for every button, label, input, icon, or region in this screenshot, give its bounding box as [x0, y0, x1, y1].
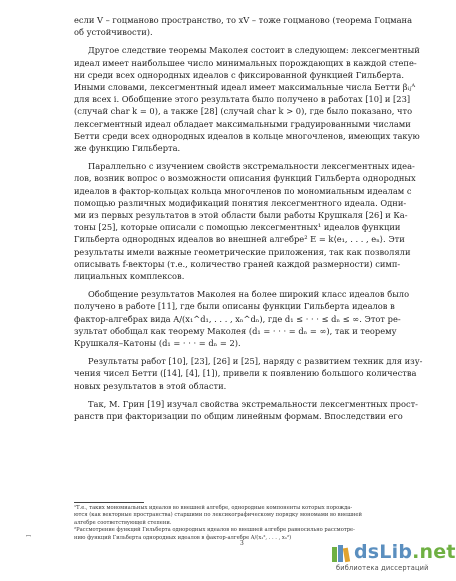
watermark-logo: [354, 541, 456, 563]
text-line: помощью различных модификаций понятия лексегментного идеала. Одни-: [74, 197, 407, 208]
paragraph-list: [74, 14, 423, 422]
text-line: Так, М. Грин [19] изучал свойства экстремальности лексегментных прост-: [88, 398, 418, 409]
text-line: лициальных комплексов.: [74, 271, 185, 282]
page-number: 3: [240, 540, 244, 547]
text-line: фактор-алгебрах вида A/(x₁^d₁, . . . , xₙ^dₙ), где d₁ ≤ · · · ≤ dₙ ≤ ∞. Этот ре-: [74, 313, 401, 324]
watermark-subtitle: библиотека диссертаций: [336, 564, 429, 572]
paragraph: [74, 355, 423, 392]
text-line: ни среди всех однородных идеалов с фиксированной функцией Гильберта.: [74, 69, 404, 80]
text-line: Параллельно с изучением свойств экстремальности лексегментных идеа-: [88, 161, 415, 172]
paragraph: [74, 160, 416, 282]
watermark-logo-main: dsLib: [354, 541, 413, 563]
text-line: получено в работе [11], где были описаны функции Гильберта идеалов в: [74, 301, 395, 312]
paragraph: [74, 14, 413, 38]
text-line: чения чисел Бетти ([14], [4], [1]), привели к появлению большого количества: [74, 368, 417, 379]
text-line: Гильберта однородных идеалов во внешней алгебре² E = k⟨e₁, . . . , eₙ⟩. Эти: [74, 234, 405, 245]
text-line: зультат обобщал как теорему Маколея (d₁ = · · · = dₙ = ∞), так и теорему: [74, 325, 397, 336]
footnote-line: ²Рассмотрение функций Гильберта однородных идеалов во внешней алгебре равносильно рассмотре-: [74, 527, 355, 534]
text-line: лов, возник вопрос о возможности описания функций Гильберта однородных: [74, 173, 416, 184]
text-line: ми из первых результатов в этой области были работы Крушкаля [26] и Ка-: [74, 210, 408, 221]
footnote-line: нию функций Гильберта однородных идеалов в фактор-алгебре A/(x₁², . . . , xₙ²): [74, 534, 292, 541]
text-line: для всех i. Обобщение этого результата было получено в работах [10] и [23]: [74, 94, 411, 105]
paragraph: [74, 44, 420, 154]
watermark-logo-suffix: .net: [412, 541, 456, 563]
text-line: Крушкаля–Катоны (d₁ = · · · = dₙ = 2).: [74, 338, 241, 349]
footnote-line: алгебре соответствующей степени.: [74, 519, 172, 526]
footnotes: [74, 505, 410, 542]
paragraph: [74, 288, 410, 349]
text-line: Бетти среди всех однородных идеалов в кольце многочленов, имеющих такую: [74, 130, 420, 141]
text-line: лексегментный идеал обладает максимальными градуированными числами: [74, 118, 411, 129]
margin-mark: ꟷ: [26, 533, 31, 540]
text-line: описывать f-векторы (т.е., количество граней каждой размерности) симп-: [74, 258, 401, 269]
watermark: [330, 541, 456, 575]
text-line: идеалов в фактор-кольцах кольца многочленов по мономиальным идеалам с: [74, 185, 412, 196]
text-line: если V – гоцманово пространство, то xV – тоже гоцманово (теорема Гоцмана: [74, 15, 413, 25]
text-line: Результаты работ [10], [23], [26] и [25], наряду с развитием техник для изу-: [88, 356, 423, 367]
text-line: Иными словами, лексегментный идеал имеет максимальные числа Бетти βᵢⱼᴬ: [74, 82, 416, 93]
text-line: (случай char k = 0), а также [28] (случай char k > 0), где было показано, что: [74, 106, 413, 117]
footnote-line: ются (как векторные пространства) старшими по лексикографическому порядку мономами во внешней: [74, 512, 362, 519]
footnote-line: ¹Т.е., таких мономиальных идеалов во внешней алгебре, однородные компоненты которых порожда-: [74, 505, 353, 511]
footnote-separator: [74, 502, 144, 503]
text-line: новых результатов в этой области.: [74, 380, 227, 391]
text-line: тоны [25], которые описали с помощью лексегментных¹ идеалов функции: [74, 222, 401, 233]
text-line: ранств при факторизации по общим линейным формам. Впоследствии его: [74, 411, 403, 422]
books-icon: [330, 543, 352, 565]
text-line: Другое следствие теоремы Маколея состоит в следующем: лексегментный: [88, 45, 420, 56]
body-text: [74, 14, 423, 428]
text-line: Обобщение результатов Маколея на более широкий класс идеалов было: [88, 289, 410, 300]
text-line: об устойчивости).: [74, 27, 153, 38]
paragraph: [74, 398, 418, 422]
text-line: результаты имели важные геометрические приложения, так как позволяли: [74, 246, 411, 257]
text-line: же функцию Гильберта.: [74, 143, 181, 154]
text-line: идеал имеет наибольшее число минимальных порождающих в каждой степе-: [74, 57, 417, 68]
